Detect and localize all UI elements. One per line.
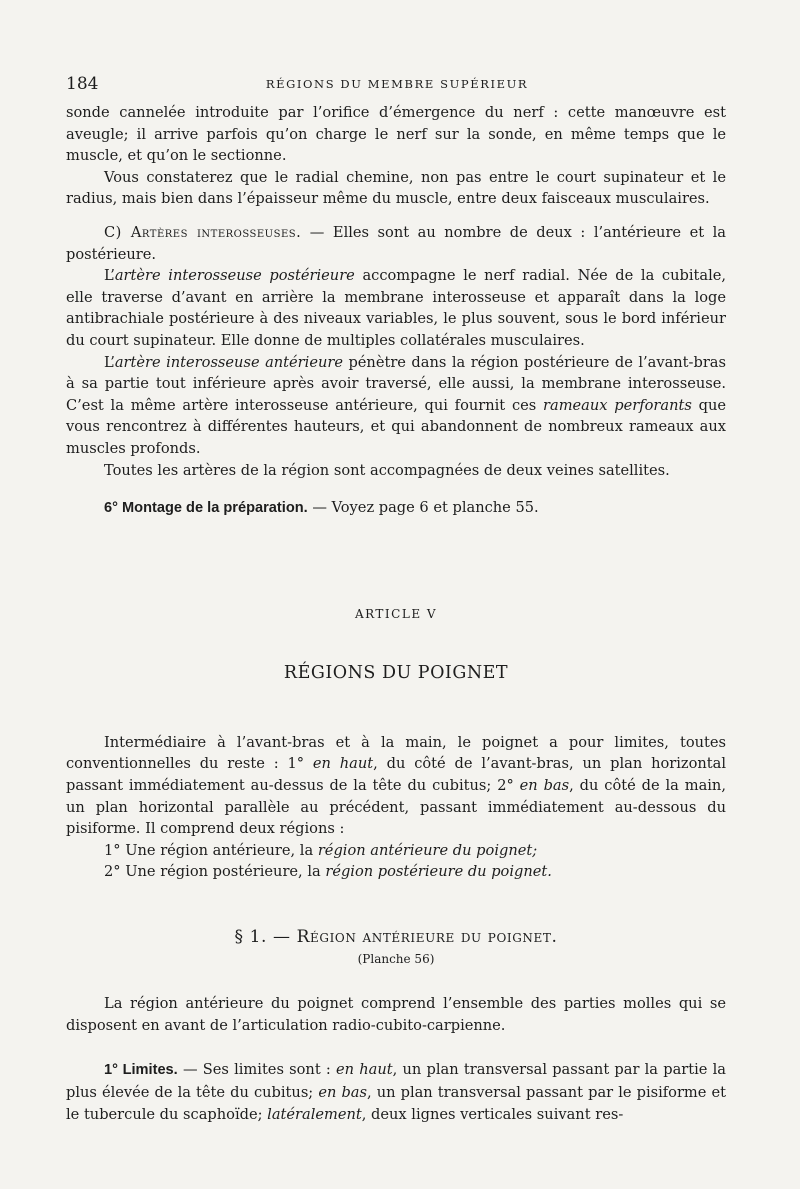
article-title: RÉGIONS DU POIGNET [283,663,509,684]
limites-label: 1° Limites. [104,1062,178,1079]
article-label: ARTICLE V [354,606,438,621]
montage-label: 6° Montage de la préparation. [104,500,308,517]
page-number: 184 [66,74,99,94]
paragraph-montage: 6° Montage de la préparation. — Voyez page 6 et planche 55. [104,499,539,517]
paragraph-interosseuse-anterieure: L’artère interosseuse antérieure pénètre dans la région postérieure de l’avant-bras à sa partie tout inférieure après avoir traversé, elle aussi, la membrane interosseuse. C’est la même artère interosseuse antérieure, qui fournit ces rameaux perforants que vous rencontrez à différentes hauteurs, et qui abandonnent de nombreux rameaux aux muscles profonds. [66,353,726,457]
paragraph-radial: Vous constaterez que le radial chemine, non pas entre le court supinateur et le radius, mais bien dans l’épaisseur même du muscle, entre deux faisceaux musculaires. [66,168,726,208]
section-subtitle: (Planche 56) [357,951,435,966]
term-rameaux-perforants: rameaux perforants [543,396,692,414]
page-header [66,74,728,98]
page-body [66,102,726,1125]
list-item: 1° Une région antérieure, la région antérieure du poignet; [104,841,538,859]
paragraph-veines: Toutes les artères de la région sont accompagnées de deux veines satellites. [104,461,670,479]
term-posterieure: artère interosseuse postérieure [114,267,355,285]
paragraph-limites: 1° Limites. — Ses limites sont : en haut, un plan transversal passant par la partie la plus élevée de la tête du cubitus; en bas, un plan transversal passant par le pisiforme et le tubercule du scaphoïde; latéralement, deux lignes verticales suivant res- [66,1061,726,1123]
running-title: RÉGIONS DU MEMBRE SUPÉRIEUR [265,77,529,91]
paragraph-region-anterieure: La région antérieure du poignet comprend l’ensemble des parties molles qui se disposent en avant de l’articulation radio-cubito-carpienne. [66,995,726,1034]
section-title: § 1. — Région antérieure du poignet. [234,927,558,948]
section-label-c: C) Artères interosseuses. [104,223,302,241]
term-anterieure: artère interosseuse antérieure [114,353,343,371]
paragraph-interosseuse-posterieure: L’artère interosseuse postérieure accompagne le nerf radial. Née de la cubitale, elle traverse d’avant en arrière la membrane interosseuse et apparaît dans la loge antibrachiale postérieure à des niveaux variables, le plus souvent, sous le bord inférieur du court supinateur. Elle donne de multiples collatérales musculaires. [66,267,727,349]
list-item: 2° Une région postérieure, la région postérieure du poignet. [104,863,552,881]
paragraph-intro-poignet: Intermédiaire à l’avant-bras et à la main, le poignet a pour limites, toutes conventionnelles du reste : 1° en haut, du côté de l’avant-bras, un plan horizontal passant immédiatement au-dessus de la tête du cubitus; 2° en bas, du côté de la main, un plan horizontal parallèle au précédent, passant immédiatement au-dessous du pisiforme. Il comprend deux régions : [66,733,726,838]
paragraph-sonde: sonde cannelée introduite par l’orifice d’émergence du nerf : cette manœuvre est aveugle; il arrive parfois qu’on charge le nerf sur la sonde, en même temps que le muscle, et qu’on le sectionne. [66,104,726,165]
paragraph-arteres-interosseuses: C) Artères interosseuses. — Elles sont au nombre de deux : l’antérieure et la postérieure. [66,223,726,263]
